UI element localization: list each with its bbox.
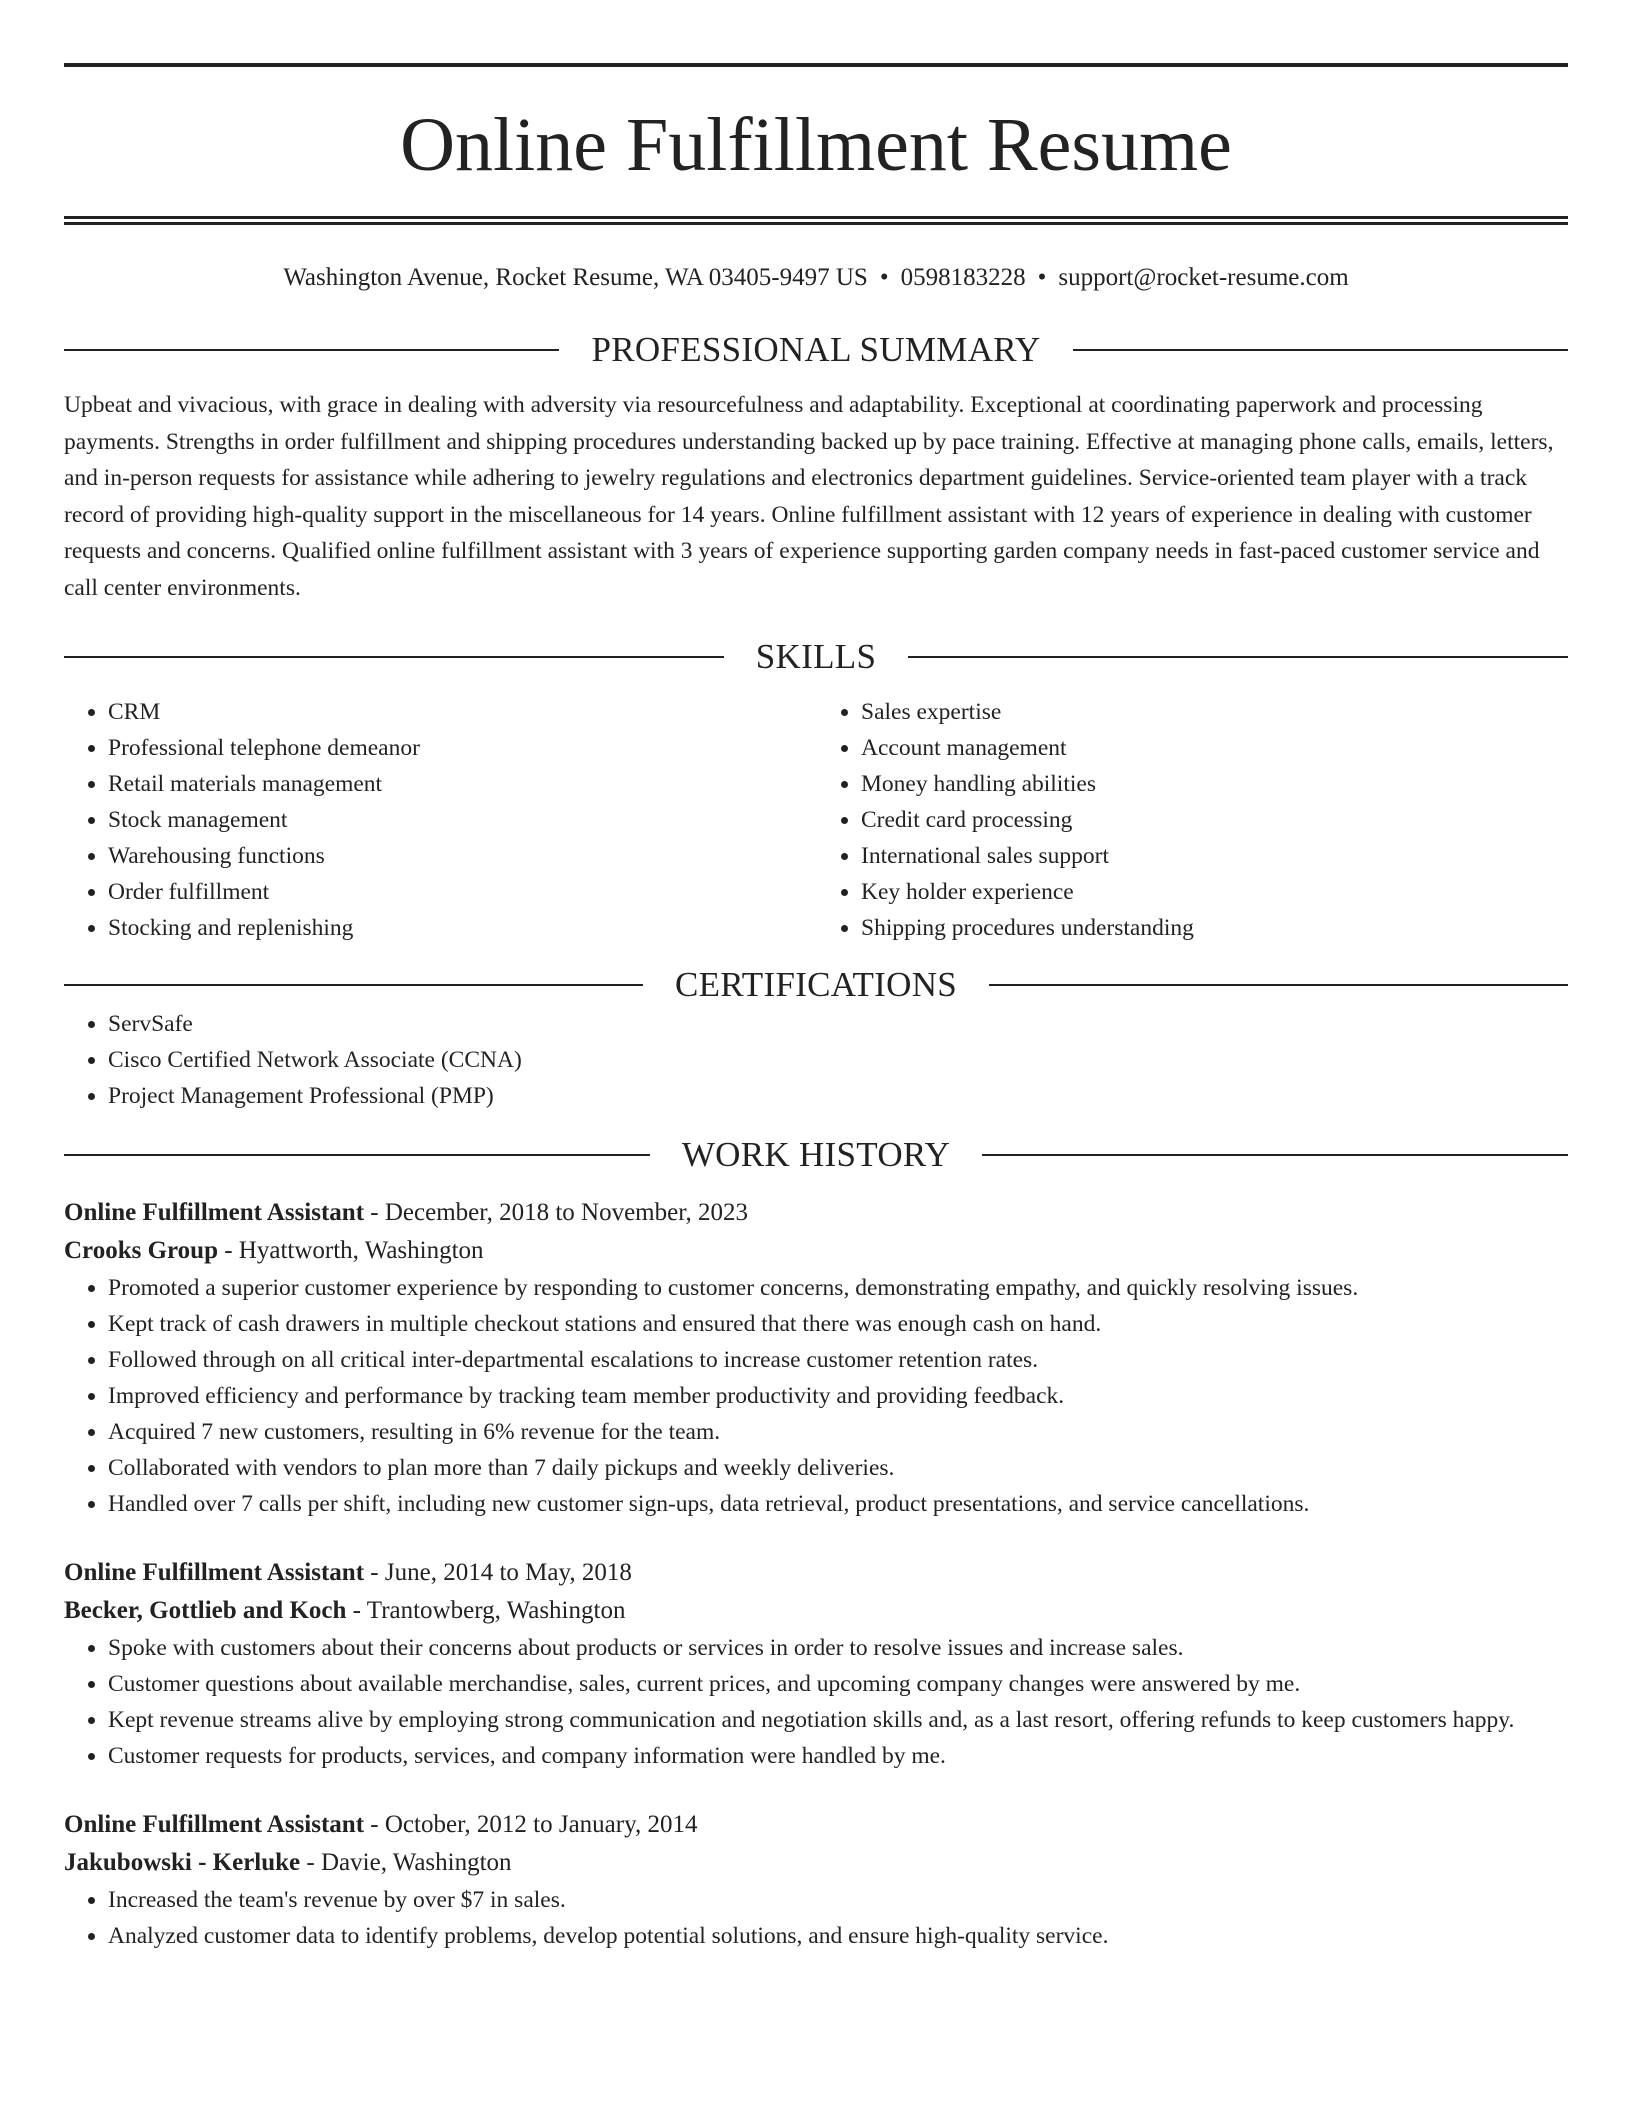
skill-item: • Key holder experience (861, 874, 1568, 910)
section-rule (989, 984, 1568, 986)
contact-email: support@rocket-resume.com (1058, 264, 1349, 291)
job-bullet-list (64, 1630, 1568, 1774)
job-bullet: • Collaborated with vendors to plan more than 7 daily pickups and weekly deliveries. (108, 1450, 1568, 1486)
summary-heading: PROFESSIONAL SUMMARY (591, 330, 1041, 369)
skill-item: • Professional telephone demeanor (108, 730, 816, 766)
section-rule (64, 349, 559, 351)
certification-item: • ServSafe (108, 1006, 1568, 1042)
job-bullet: • Customer requests for products, services, and company information were handled by me. (108, 1738, 1568, 1774)
skill-item: • Order fulfillment (108, 874, 816, 910)
skill-item: • CRM (108, 694, 816, 730)
job-bullet: • Customer questions about available merchandise, sales, current prices, and upcoming company changes were answered by me. (108, 1666, 1568, 1702)
skill-item: • Sales expertise (861, 694, 1568, 730)
job-bullet: • Increased the team's revenue by over $7 in sales. (108, 1882, 1568, 1918)
work-history-section-header (64, 1134, 1568, 1176)
job-dates: - June, 2014 to May, 2018 (364, 1559, 632, 1586)
skill-item: • Account management (861, 730, 1568, 766)
work-history-heading: WORK HISTORY (681, 1135, 951, 1174)
job-header (64, 1806, 1568, 1882)
certifications-heading: CERTIFICATIONS (674, 965, 958, 1004)
top-rule (64, 63, 1568, 67)
job-location: - Davie, Washington (300, 1849, 512, 1876)
section-rule (1073, 349, 1568, 351)
skills-list-right (816, 694, 1568, 946)
section-rule (908, 656, 1568, 658)
job-title-line (64, 1554, 1568, 1592)
job-entry (64, 1194, 1568, 1522)
job-bullet: • Handled over 7 calls per shift, including new customer sign-ups, data retrieval, product presentations, and service cancellations. (108, 1486, 1568, 1522)
job-title: Online Fulfillment Assistant (64, 1199, 365, 1226)
skill-item: • Credit card processing (861, 802, 1568, 838)
section-rule (64, 984, 643, 986)
contact-address: Washington Avenue, Rocket Resume, WA 03405-9497 US (283, 264, 868, 291)
summary-section-header (64, 329, 1568, 371)
job-bullet: • Kept revenue streams alive by employing strong communication and negotiation skills and, as a last resort, offering refunds to keep customers happy. (108, 1702, 1568, 1738)
skill-item: • International sales support (861, 838, 1568, 874)
job-company: Crooks Group (64, 1237, 218, 1264)
job-entry (64, 1806, 1568, 1954)
job-bullet: • Followed through on all critical inter-departmental escalations to increase customer retention rates. (108, 1342, 1568, 1378)
job-title: Online Fulfillment Assistant (64, 1559, 365, 1586)
job-bullet-list (64, 1882, 1568, 1954)
job-bullet: • Promoted a superior customer experience by responding to customer concerns, demonstrating empathy, and quickly resolving issues. (108, 1270, 1568, 1306)
contact-line (64, 263, 1568, 293)
job-title-line (64, 1194, 1568, 1232)
job-bullet: • Kept track of cash drawers in multiple checkout stations and ensured that there was enough cash on hand. (108, 1306, 1568, 1342)
contact-separator: • (1037, 264, 1047, 291)
skill-item: • Stocking and replenishing (108, 910, 816, 946)
skill-item: • Retail materials management (108, 766, 816, 802)
job-bullet: • Spoke with customers about their concerns about products or services in order to resolve issues and increase sales. (108, 1630, 1568, 1666)
skill-item: • Shipping procedures understanding (861, 910, 1568, 946)
certifications-list (64, 1006, 1568, 1114)
section-rule (982, 1154, 1568, 1156)
skills-heading: SKILLS (755, 637, 877, 676)
certifications-section-header (64, 964, 1568, 1006)
skills-list-left (64, 694, 816, 946)
skills-grid (64, 694, 1568, 946)
skill-item: • Warehousing functions (108, 838, 816, 874)
job-bullet: • Analyzed customer data to identify problems, develop potential solutions, and ensure high-quality service. (108, 1918, 1568, 1954)
section-rule (64, 656, 724, 658)
summary-text: Upbeat and vivacious, with grace in dealing with adversity via resourcefulness and adaptability. Exceptional at coordinating paperwork and processing payments. Strengths in order fulfillment and shipping procedures understanding backed up by pace training. Effective at managing phone calls, emails, letters, and in-person requests for assistance while adhering to jewelry regulations and electronics department guidelines. Service-oriented team player with a track record of providing high-quality support in the miscellaneous for 14 years. Online fulfillment assistant with 12 years of experience in dealing with customer requests and concerns. Qualified online fulfillment assistant with 3 years of experience supporting garden company needs in fast-paced customer service and call center environments. (64, 392, 1554, 601)
contact-separator: • (879, 264, 889, 291)
job-header (64, 1554, 1568, 1630)
job-bullet: • Improved efficiency and performance by tracking team member productivity and providing feedback. (108, 1378, 1568, 1414)
job-company-line (64, 1844, 1568, 1882)
job-company-line (64, 1232, 1568, 1270)
job-header (64, 1194, 1568, 1270)
section-rule (64, 1154, 650, 1156)
job-title: Online Fulfillment Assistant (64, 1811, 365, 1838)
job-company: Jakubowski - Kerluke (64, 1849, 301, 1876)
job-dates: - October, 2012 to January, 2014 (364, 1811, 698, 1838)
skill-item: • Money handling abilities (861, 766, 1568, 802)
job-bullet: • Acquired 7 new customers, resulting in 6% revenue for the team. (108, 1414, 1568, 1450)
resume-title: Online Fulfillment Resume (400, 103, 1232, 187)
certification-item: • Project Management Professional (PMP) (108, 1078, 1568, 1114)
job-title-line (64, 1806, 1568, 1844)
job-dates: - December, 2018 to November, 2023 (364, 1199, 749, 1226)
skills-section-header (64, 636, 1568, 678)
certification-item: • Cisco Certified Network Associate (CCNA) (108, 1042, 1568, 1078)
job-entry (64, 1554, 1568, 1774)
job-location: - Trantowberg, Washington (346, 1597, 626, 1624)
job-company-line (64, 1592, 1568, 1630)
job-company: Becker, Gottlieb and Koch (64, 1597, 347, 1624)
title-double-rule (64, 216, 1568, 225)
skill-item: • Stock management (108, 802, 816, 838)
job-location: - Hyattworth, Washington (217, 1237, 484, 1264)
contact-phone: 0598183228 (900, 264, 1026, 291)
job-bullet-list (64, 1270, 1568, 1522)
